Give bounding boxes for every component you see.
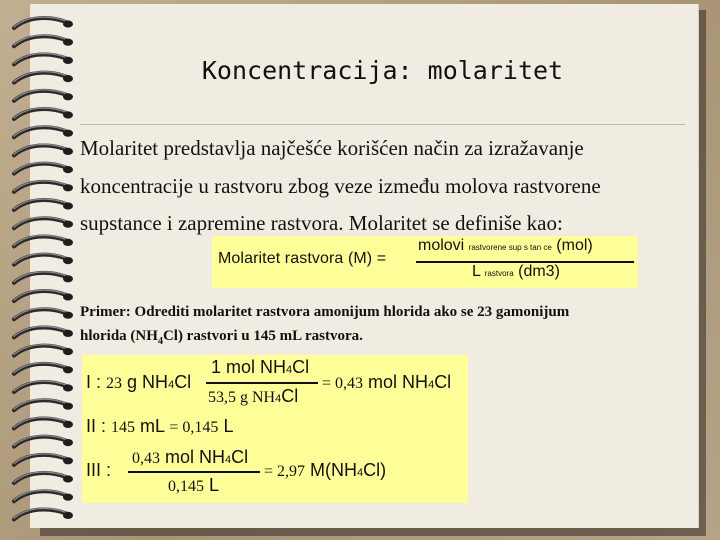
step-1-fraction-line xyxy=(206,382,318,384)
step-1: I : 23 g NH4Cl xyxy=(86,372,192,392)
spiral-binding-icon xyxy=(0,14,80,524)
slide-title: Koncentracija: molaritet xyxy=(201,56,564,85)
step-3-label: III : xyxy=(86,460,112,480)
intro-paragraph: Molaritet predstavlja najčešće korišćen način za izražavanje koncentracije u rastvoru zbog veze između molova rastvorene supstance i zapremine rastvora. Molaritet se definiše kao: xyxy=(80,136,601,235)
molarity-formula xyxy=(212,236,638,288)
step-3-fraction-line xyxy=(128,471,260,473)
step-1-result: = 0,43 mol NH4Cl xyxy=(322,372,452,392)
formula-lhs: Molaritet rastvora (M) = xyxy=(218,250,387,267)
example-line-1: Primer: Odrediti molaritet rastvora amonijum hlorida ako se 23 gamonijum xyxy=(80,304,570,320)
calculation-box xyxy=(82,355,468,503)
step-3-numerator: 0,43 mol NH4Cl xyxy=(132,447,249,467)
step-1-numerator: 1 mol NH4Cl xyxy=(211,357,310,377)
formula-denominator: L rastvora (dm3) xyxy=(472,263,560,280)
step-1-denominator: 53,5 g NH4Cl xyxy=(208,386,299,406)
formula-numerator: molovi rastvorene sup s tan ce (mol) xyxy=(418,237,593,254)
step-2: II : 145 mL = 0,145 L xyxy=(86,416,234,436)
example-problem xyxy=(80,300,680,354)
step-3-result: = 2,97 M(NH4Cl) xyxy=(264,460,387,480)
title-divider xyxy=(80,124,685,125)
example-line-2: hlorida $(NH_4Cl)$ rastvori u 145 mL rastvora. xyxy=(80,328,363,347)
step-3-denominator: 0,145 L xyxy=(168,475,220,495)
